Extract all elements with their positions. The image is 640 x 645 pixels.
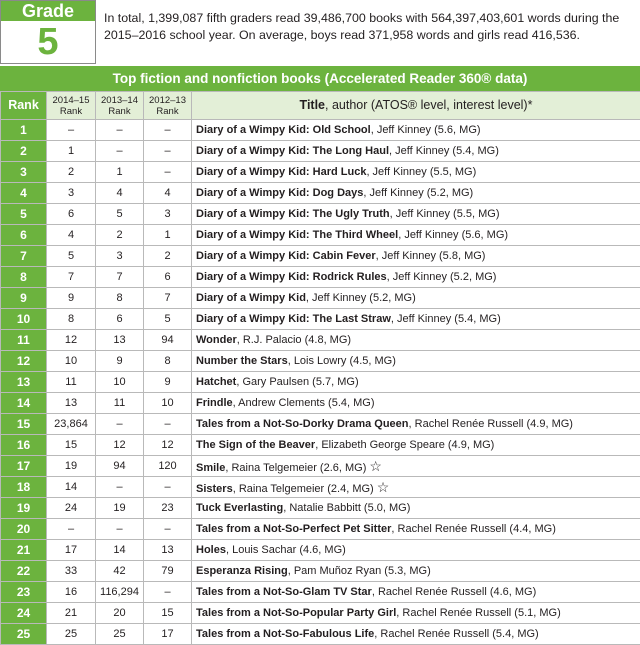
table-row — [1, 309, 640, 330]
book-title: Diary of a Wimpy Kid: The Last Straw — [196, 313, 391, 325]
grade-number: 5 — [1, 21, 95, 63]
title-cell — [192, 372, 640, 393]
book-author-info: , R.J. Palacio (4.8, MG) — [237, 334, 351, 346]
book-title: Esperanza Rising — [196, 565, 288, 577]
book-author-info: , Jeff Kinney (5.5, MG) — [390, 208, 500, 220]
book-author-info: , Natalie Babbitt (5.0, MG) — [283, 502, 410, 514]
table-row — [1, 120, 640, 141]
book-title: Wonder — [196, 334, 237, 346]
title-cell — [192, 225, 640, 246]
rank-2013-14-cell: 3 — [96, 246, 144, 267]
title-cell — [192, 477, 640, 498]
rank-cell: 8 — [1, 267, 47, 288]
rank-cell: 2 — [1, 141, 47, 162]
book-title: Tales from a Not-So-Fabulous Life — [196, 628, 374, 640]
rank-2014-15-cell: 14 — [47, 477, 96, 498]
rank-2013-14-cell: 14 — [96, 540, 144, 561]
table-row — [1, 477, 640, 498]
rank-cell: 11 — [1, 330, 47, 351]
column-header-sub: Rank — [60, 106, 82, 117]
rank-cell: 9 — [1, 288, 47, 309]
title-header-bold: Title — [300, 98, 325, 112]
rank-2014-15-cell: 13 — [47, 393, 96, 414]
book-title: The Sign of the Beaver — [196, 439, 315, 451]
rank-2013-14-cell: 2 — [96, 225, 144, 246]
rank-cell: 19 — [1, 498, 47, 519]
title-cell — [192, 246, 640, 267]
rank-cell: 22 — [1, 561, 47, 582]
rank-2013-14-cell: 94 — [96, 456, 144, 477]
grade-badge — [0, 0, 96, 64]
star-icon: ☆ — [377, 479, 390, 495]
table-row — [1, 561, 640, 582]
book-title: Smile — [196, 462, 225, 474]
rank-2012-13-cell: 17 — [144, 624, 192, 645]
title-cell — [192, 414, 640, 435]
rank-2014-15-cell: 8 — [47, 309, 96, 330]
table-row — [1, 498, 640, 519]
rank-2013-14-cell: – — [96, 120, 144, 141]
rank-2014-15-cell: 33 — [47, 561, 96, 582]
title-cell — [192, 519, 640, 540]
table-row — [1, 288, 640, 309]
title-cell — [192, 162, 640, 183]
title-cell — [192, 435, 640, 456]
rank-2012-13-cell: 4 — [144, 183, 192, 204]
rank-2012-13-cell: – — [144, 120, 192, 141]
book-author-info: , Louis Sachar (4.6, MG) — [226, 544, 346, 556]
rank-2013-14-cell: 6 — [96, 309, 144, 330]
table-row — [1, 582, 640, 603]
book-author-info: , Rachel Renée Russell (4.4, MG) — [391, 523, 555, 535]
rank-2013-14-cell: 12 — [96, 435, 144, 456]
book-author-info: , Andrew Clements (5.4, MG) — [233, 397, 375, 409]
rank-2012-13-cell: 7 — [144, 288, 192, 309]
rank-cell: 24 — [1, 603, 47, 624]
rank-column-header: Rank — [1, 92, 47, 120]
rank-2014-15-cell: 24 — [47, 498, 96, 519]
rank-2012-13-cell: – — [144, 477, 192, 498]
table-row — [1, 246, 640, 267]
rank-2012-13-cell: 23 — [144, 498, 192, 519]
grade-label: Grade — [1, 1, 95, 21]
book-author-info: , Jeff Kinney (5.6, MG) — [371, 124, 481, 136]
book-title: Sisters — [196, 483, 233, 495]
book-author-info: , Jeff Kinney (5.5, MG) — [366, 166, 476, 178]
rank-cell: 7 — [1, 246, 47, 267]
title-cell — [192, 288, 640, 309]
rank-2012-13-cell: 5 — [144, 309, 192, 330]
rank-2012-13-cell: 8 — [144, 351, 192, 372]
rank-cell: 5 — [1, 204, 47, 225]
book-title: Diary of a Wimpy Kid: Hard Luck — [196, 166, 366, 178]
book-author-info: , Jeff Kinney (5.2, MG) — [387, 271, 497, 283]
rank-2012-13-cell: 10 — [144, 393, 192, 414]
book-title: Tales from a Not-So-Popular Party Girl — [196, 607, 396, 619]
rank-2014-15-cell: 1 — [47, 141, 96, 162]
table-row — [1, 162, 640, 183]
book-author-info: , Rachel Renée Russell (4.6, MG) — [372, 586, 536, 598]
table-row — [1, 393, 640, 414]
book-title: Tales from a Not-So-Perfect Pet Sitter — [196, 523, 391, 535]
title-cell — [192, 330, 640, 351]
book-title: Diary of a Wimpy Kid: The Third Wheel — [196, 229, 398, 241]
title-cell — [192, 120, 640, 141]
book-title: Diary of a Wimpy Kid: The Ugly Truth — [196, 208, 390, 220]
book-title: Tuck Everlasting — [196, 502, 283, 514]
book-title: Number the Stars — [196, 355, 288, 367]
rank-2014-15-cell: 9 — [47, 288, 96, 309]
book-title: Frindle — [196, 397, 233, 409]
rank-2013-14-cell: 13 — [96, 330, 144, 351]
rank-2014-15-cell: 21 — [47, 603, 96, 624]
rank-cell: 1 — [1, 120, 47, 141]
rank-cell: 17 — [1, 456, 47, 477]
title-cell — [192, 582, 640, 603]
rank-2014-15-cell: 5 — [47, 246, 96, 267]
title-header-rest: , author (ATOS® level, interest level)* — [325, 98, 532, 112]
rank-2012-13-cell: 9 — [144, 372, 192, 393]
table-row — [1, 540, 640, 561]
table-header-row — [1, 92, 640, 120]
rank-2013-14-cell: – — [96, 519, 144, 540]
books-table — [0, 91, 640, 645]
table-row — [1, 183, 640, 204]
rank-2012-13-cell: – — [144, 141, 192, 162]
rank-cell: 10 — [1, 309, 47, 330]
title-cell — [192, 351, 640, 372]
book-title: Tales from a Not-So-Dorky Drama Queen — [196, 418, 409, 430]
star-icon: ☆ — [369, 458, 382, 474]
rank-2012-13-cell: – — [144, 414, 192, 435]
rank-2014-15-cell: 25 — [47, 624, 96, 645]
book-author-info: , Rachel Renée Russell (4.9, MG) — [409, 418, 573, 430]
book-author-info: , Raina Telgemeier (2.4, MG) — [233, 483, 374, 495]
table-row — [1, 372, 640, 393]
rank-2012-13-cell: 15 — [144, 603, 192, 624]
rank-cell: 18 — [1, 477, 47, 498]
table-row — [1, 624, 640, 645]
rank-2014-15-cell: 4 — [47, 225, 96, 246]
title-cell — [192, 141, 640, 162]
table-row — [1, 330, 640, 351]
column-header-sub: Rank — [156, 106, 178, 117]
book-author-info: , Jeff Kinney (5.4, MG) — [391, 313, 501, 325]
rank-2012-13-cell: 6 — [144, 267, 192, 288]
rank-2014-15-cell: 23,864 — [47, 414, 96, 435]
rank-2014-15-cell: 2 — [47, 162, 96, 183]
rank-2014-15-cell: 12 — [47, 330, 96, 351]
page-header — [0, 0, 640, 66]
rank-2012-13-cell: 79 — [144, 561, 192, 582]
title-cell — [192, 624, 640, 645]
rank-2013-14-cell: – — [96, 477, 144, 498]
rank-2014-15-cell: 7 — [47, 267, 96, 288]
rank-2013-14-cell: 4 — [96, 183, 144, 204]
rank-2013-14-cell: 11 — [96, 393, 144, 414]
rank-2014-15-cell: – — [47, 120, 96, 141]
rank-2013-14-cell: 25 — [96, 624, 144, 645]
title-cell — [192, 204, 640, 225]
rank-2013-14-cell: 8 — [96, 288, 144, 309]
column-header-sub: Rank — [108, 106, 130, 117]
column-header-year: 2012–13 — [149, 95, 186, 106]
summary-text: In total, 1,399,087 fifth graders read 39,486,700 books with 564,397,403,601 words during the 2015–2016 school year. On average, boys read 371,958 words and girls read 416,536. — [104, 10, 634, 44]
book-author-info: , Rachel Renée Russell (5.4, MG) — [374, 628, 538, 640]
rank-cell: 13 — [1, 372, 47, 393]
column-header-year: 2013–14 — [101, 95, 138, 106]
rank-2012-13-cell: 120 — [144, 456, 192, 477]
rank-2012-13-cell: 3 — [144, 204, 192, 225]
rank-cell: 16 — [1, 435, 47, 456]
table-row — [1, 267, 640, 288]
rank-2013-14-cell: 20 — [96, 603, 144, 624]
rank-2014-15-cell: 15 — [47, 435, 96, 456]
book-author-info: , Rachel Renée Russell (5.1, MG) — [396, 607, 560, 619]
title-cell — [192, 309, 640, 330]
rank-cell: 3 — [1, 162, 47, 183]
rank-2012-13-cell: – — [144, 582, 192, 603]
book-author-info: , Jeff Kinney (5.6, MG) — [398, 229, 508, 241]
title-cell — [192, 603, 640, 624]
rank-2013-14-cell: – — [96, 141, 144, 162]
table-title: Top fiction and nonfiction books (Accelerated Reader 360® data) — [0, 66, 640, 91]
book-title: Diary of a Wimpy Kid — [196, 292, 306, 304]
rank-2014-15-column-header — [47, 92, 96, 120]
title-cell — [192, 456, 640, 477]
rank-2013-14-cell: 42 — [96, 561, 144, 582]
rank-2014-15-cell: 17 — [47, 540, 96, 561]
book-author-info: , Pam Muñoz Ryan (5.3, MG) — [288, 565, 431, 577]
table-row — [1, 225, 640, 246]
book-title: Diary of a Wimpy Kid: The Long Haul — [196, 145, 389, 157]
rank-cell: 15 — [1, 414, 47, 435]
book-title: Tales from a Not-So-Glam TV Star — [196, 586, 372, 598]
rank-2012-13-column-header — [144, 92, 192, 120]
title-cell — [192, 498, 640, 519]
book-author-info: , Lois Lowry (4.5, MG) — [288, 355, 396, 367]
book-title: Diary of a Wimpy Kid: Rodrick Rules — [196, 271, 387, 283]
book-title: Diary of a Wimpy Kid: Dog Days — [196, 187, 363, 199]
book-author-info: , Raina Telgemeier (2.6, MG) — [225, 462, 366, 474]
rank-2012-13-cell: 2 — [144, 246, 192, 267]
rank-cell: 20 — [1, 519, 47, 540]
table-row — [1, 351, 640, 372]
rank-2012-13-cell: – — [144, 162, 192, 183]
book-title: Diary of a Wimpy Kid: Old School — [196, 124, 371, 136]
rank-2013-14-cell: 7 — [96, 267, 144, 288]
rank-cell: 6 — [1, 225, 47, 246]
rank-2014-15-cell: 16 — [47, 582, 96, 603]
title-column-header — [192, 92, 640, 120]
book-title: Hatchet — [196, 376, 236, 388]
title-cell — [192, 561, 640, 582]
table-row — [1, 204, 640, 225]
rank-2014-15-cell: 19 — [47, 456, 96, 477]
table-row — [1, 603, 640, 624]
rank-2012-13-cell: 12 — [144, 435, 192, 456]
book-title: Diary of a Wimpy Kid: Cabin Fever — [196, 250, 376, 262]
book-author-info: , Jeff Kinney (5.2, MG) — [306, 292, 416, 304]
book-title: Holes — [196, 544, 226, 556]
rank-2012-13-cell: 94 — [144, 330, 192, 351]
rank-2013-14-cell: – — [96, 414, 144, 435]
book-author-info: , Jeff Kinney (5.2, MG) — [363, 187, 473, 199]
title-cell — [192, 540, 640, 561]
rank-2013-14-cell: 9 — [96, 351, 144, 372]
column-header-year: 2014–15 — [53, 95, 90, 106]
table-row — [1, 141, 640, 162]
book-author-info: , Jeff Kinney (5.4, MG) — [389, 145, 499, 157]
rank-2013-14-cell: 1 — [96, 162, 144, 183]
title-cell — [192, 393, 640, 414]
rank-cell: 12 — [1, 351, 47, 372]
table-row — [1, 519, 640, 540]
rank-2013-14-cell: 19 — [96, 498, 144, 519]
table-row — [1, 456, 640, 477]
book-author-info: , Elizabeth George Speare (4.9, MG) — [315, 439, 494, 451]
table-row — [1, 414, 640, 435]
rank-2014-15-cell: 10 — [47, 351, 96, 372]
rank-2012-13-cell: 1 — [144, 225, 192, 246]
book-author-info: , Gary Paulsen (5.7, MG) — [236, 376, 358, 388]
title-cell — [192, 183, 640, 204]
title-cell — [192, 267, 640, 288]
rank-2014-15-cell: – — [47, 519, 96, 540]
rank-cell: 25 — [1, 624, 47, 645]
rank-cell: 23 — [1, 582, 47, 603]
rank-2013-14-cell: 10 — [96, 372, 144, 393]
rank-2014-15-cell: 6 — [47, 204, 96, 225]
rank-2014-15-cell: 3 — [47, 183, 96, 204]
rank-cell: 21 — [1, 540, 47, 561]
book-author-info: , Jeff Kinney (5.8, MG) — [376, 250, 486, 262]
table-row — [1, 435, 640, 456]
rank-cell: 14 — [1, 393, 47, 414]
rank-2012-13-cell: – — [144, 519, 192, 540]
rank-2014-15-cell: 11 — [47, 372, 96, 393]
rank-2012-13-cell: 13 — [144, 540, 192, 561]
rank-2013-14-cell: 5 — [96, 204, 144, 225]
rank-2013-14-column-header — [96, 92, 144, 120]
rank-cell: 4 — [1, 183, 47, 204]
rank-2013-14-cell: 116,294 — [96, 582, 144, 603]
